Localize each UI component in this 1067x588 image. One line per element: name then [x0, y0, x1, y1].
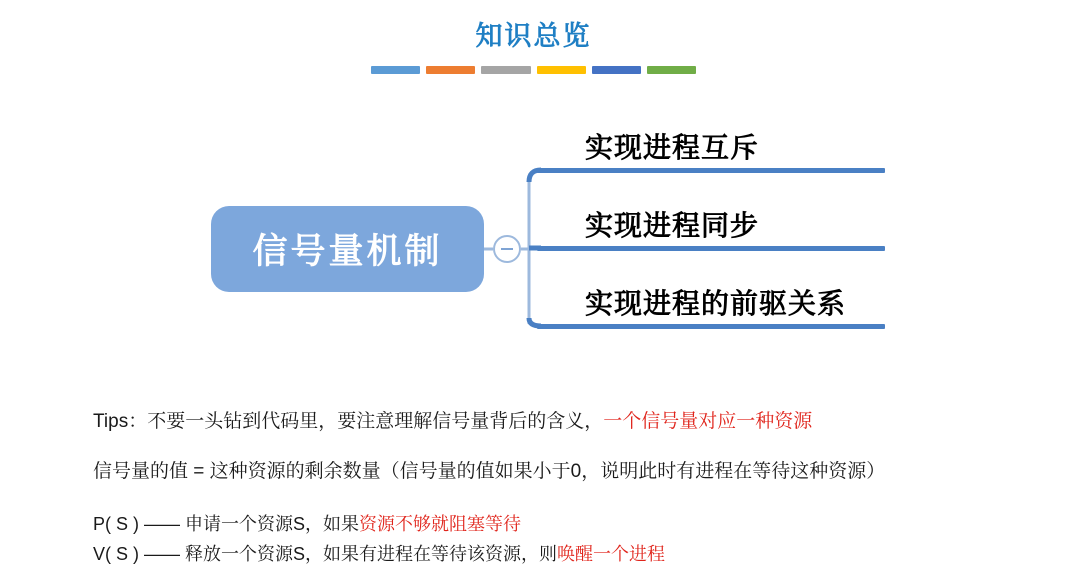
note-line-v-operation: [93, 540, 665, 566]
note-line-tips: [93, 406, 812, 433]
mindmap-branch-2-underline: [537, 246, 885, 251]
note-line-semaphore-value: 信号量的值 = 这种资源的剩余数量（信号量的值如果小于0，说明此时有进程在等待这种资源）: [93, 461, 886, 482]
colorbar-segment-2: [426, 66, 475, 74]
colorbar-segment-6: [647, 66, 696, 74]
mindmap-connectors: [0, 110, 1067, 370]
mindmap-root-node[interactable]: 信号量机制: [211, 206, 484, 292]
note-p-text: P( S ) —— 申请一个资源S，如果: [93, 514, 360, 534]
mindmap-branch-1-underline: [537, 168, 885, 173]
note-v-text: V( S ) —— 释放一个资源S，如果有进程在等待该资源，则: [93, 544, 558, 564]
mindmap-branch-3-underline: [537, 324, 885, 329]
mindmap-branch-2[interactable]: 实现进程同步: [585, 210, 760, 241]
note-tips-highlight: 一个信号量对应一种资源: [603, 411, 813, 432]
mindmap: [0, 110, 1067, 370]
colorbar-segment-4: [537, 66, 586, 74]
colorbar-segment-5: [592, 66, 641, 74]
note-v-highlight: 唤醒一个进程: [557, 544, 666, 564]
colorbar-segment-3: [481, 66, 530, 74]
collapse-minus-icon[interactable]: [493, 235, 521, 263]
note-line-p-operation: [93, 510, 521, 536]
page-title: 知识总览: [475, 21, 592, 51]
title-colorbar: [371, 66, 696, 74]
mindmap-branch-1[interactable]: 实现进程互斥: [585, 132, 760, 163]
mindmap-branch-3[interactable]: 实现进程的前驱关系: [585, 288, 847, 319]
colorbar-segment-1: [371, 66, 420, 74]
note-tips-text: Tips：不要一头钻到代码里，要注意理解信号量背后的含义，: [93, 411, 604, 432]
note-p-highlight: 资源不够就阻塞等待: [359, 514, 522, 534]
